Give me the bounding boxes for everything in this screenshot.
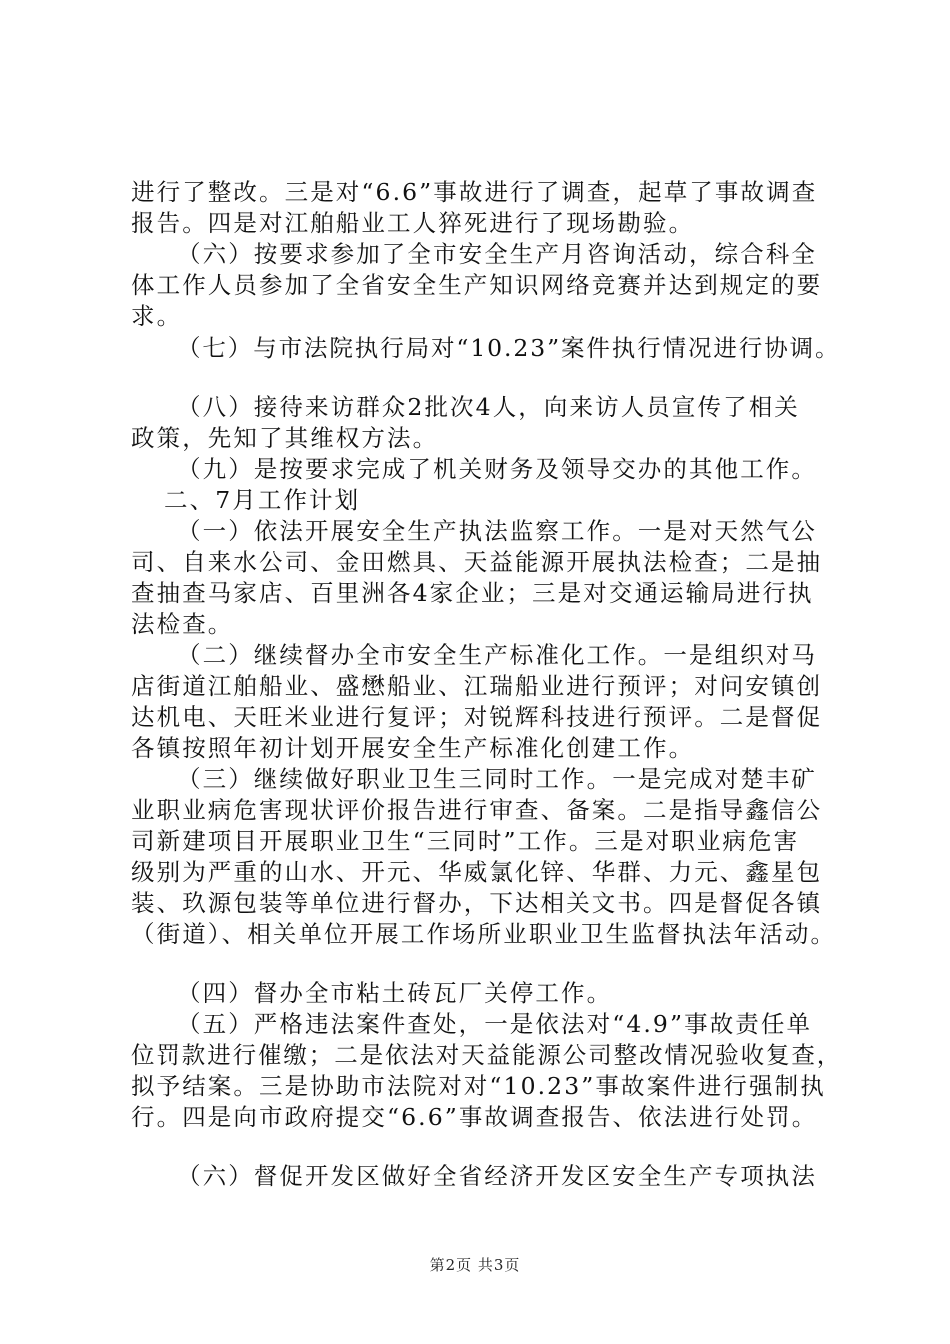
text-line: 司新建项目开展职业卫生“三同时”工作。三是对职业病危害 xyxy=(131,827,800,855)
text-line: 法检查。 xyxy=(131,610,234,638)
text-line: （四）督办全市粘土砖瓦厂关停工作。 xyxy=(177,979,613,1007)
text-line: （一）依法开展安全生产执法监察工作。一是对天然气公 xyxy=(177,517,817,545)
text-line: 店街道江舶船业、盛懋船业、江瑞船业进行预评；对问安镇创 xyxy=(131,672,823,700)
text-line: 司、自来水公司、金田燃具、天益能源开展执法检查；二是抽 xyxy=(131,548,823,576)
text-line: 进行了整改。三是对“6.6”事故进行了调查，起草了事故调查 xyxy=(131,178,818,206)
text-line: （五）严格违法案件查处，一是依法对“4.9”事故责任单 xyxy=(177,1010,813,1038)
text-line: 体工作人员参加了全省安全生产知识网络竞赛并达到规定的要 xyxy=(131,271,823,299)
text-line: 拟予结案。三是协助市法院对对“10.23”事故案件进行强制执 xyxy=(131,1072,826,1100)
text-line: 达机电、天旺米业进行复评；对锐辉科技进行预评。二是督促 xyxy=(131,703,823,731)
text-line: （二）继续督办全市安全生产标准化工作。一是组织对马 xyxy=(177,641,817,669)
text-line: 求。 xyxy=(131,302,183,330)
text-line: （三）继续做好职业卫生三同时工作。一是完成对楚丰矿 xyxy=(177,765,817,793)
text-line: （街道）、相关单位开展工作场所业职业卫生监督执法年活动。 xyxy=(131,920,837,948)
page-footer: 第2页 共3页 xyxy=(429,1256,521,1274)
text-line: 查抽查马家店、百里洲各4家企业；三是对交通运输局进行执 xyxy=(131,579,814,607)
section-heading: 二、7月工作计划 xyxy=(164,486,361,514)
text-line: 报告。四是对江舶船业工人猝死进行了现场勘验。 xyxy=(131,209,695,237)
text-line: （六）按要求参加了全市安全生产月咨询活动，综合科全 xyxy=(177,240,817,268)
text-line: 装、玖源包装等单位进行督办，下达相关文书。四是督促各镇 xyxy=(131,889,823,917)
text-line: 位罚款进行催缴；二是依法对天益能源公司整改情况验收复查， xyxy=(131,1041,843,1069)
text-line: 业职业病危害现状评价报告进行审查、备案。二是指导鑫信公 xyxy=(131,796,823,824)
text-line: （六）督促开发区做好全省经济开发区安全生产专项执法 xyxy=(177,1162,817,1190)
text-line: 行。四是向市政府提交“6.6”事故调查报告、依法进行处罚。 xyxy=(131,1103,818,1131)
text-line: （九）是按要求完成了机关财务及领导交办的其他工作。 xyxy=(177,455,817,483)
text-line: 各镇按照年初计划开展安全生产标准化创建工作。 xyxy=(131,734,695,762)
text-line: （七）与市法院执行局对“10.23”案件执行情况进行协调。 xyxy=(177,334,841,362)
text-line: 政策，先知了其维权方法。 xyxy=(131,424,439,452)
text-line: （八）接待来访群众2批次4人，向来访人员宣传了相关 xyxy=(177,393,800,421)
text-line: 级别为严重的山水、开元、华威氯化锌、华群、力元、鑫星包 xyxy=(131,858,823,886)
